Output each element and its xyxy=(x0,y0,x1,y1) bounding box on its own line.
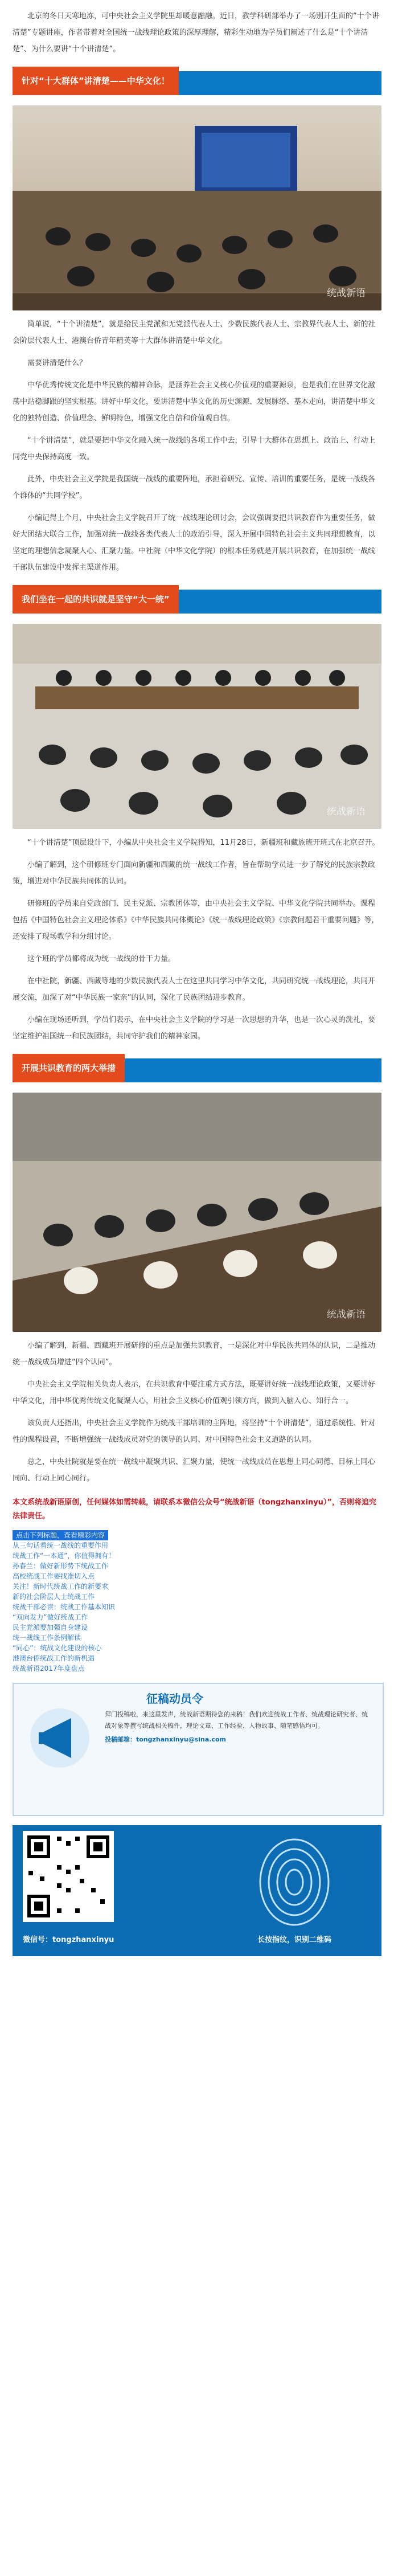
recruit-email[interactable]: 投稿邮箱：tongzhanxinyu@sina.com xyxy=(105,1736,226,1743)
section2-paragraph-5: 在中社院，新疆、西藏等地的少数民族代表人士在这里共同学习中华文化，共同研究统一战线理论，共同开展交流，加深了对“中华民族一家亲”的认同，深化了民族团结进步教育。 xyxy=(13,977,376,1002)
photo-watermark: 统战新语 xyxy=(327,288,366,299)
section-banner-3 xyxy=(13,1054,381,1087)
meeting-photo-1 xyxy=(13,105,381,310)
section1-paragraph-2: 需要讲清楚什么？ xyxy=(27,359,87,367)
related-link[interactable]: 从三句话看统一战线的重要作用 xyxy=(13,1541,109,1549)
photo-watermark: 统战新语 xyxy=(327,1309,366,1320)
section2-paragraph-4: 这个班的学员都将成为统一战线的骨干力量。 xyxy=(27,955,176,963)
section-banner-2 xyxy=(13,585,381,618)
related-links-header[interactable]: 点击下列标题，查看精彩内容 xyxy=(13,1530,108,1540)
related-link[interactable]: 民主党派要加强自身建设 xyxy=(13,1624,88,1632)
section2-paragraph-1: “十个讲清楚”顶层设计下，小编从中央社会主义学院得知，11月28日，新疆班和藏族班开班式在北京召开。 xyxy=(27,839,380,847)
related-link[interactable]: 统战工作“一本通”，你值得拥有！ xyxy=(13,1552,116,1560)
related-link[interactable]: 港澳台侨统战工作的新机遇 xyxy=(13,1654,95,1662)
wechat-id: 微信号：tongzhanxinyu xyxy=(23,1936,114,1944)
section3-paragraph-2: 中央社会主义学院相关负责人表示，在共识教育中要注重方式方法，既要讲好统一战线理论政策，又要讲好中华文化，用中华优秀传统文化凝聚人心，用社会主义核心价值观引领方向，做到入脑入心、知行合一。 xyxy=(13,1380,376,1405)
meeting-photo-1-image xyxy=(13,105,381,310)
section-banner-1 xyxy=(13,67,381,100)
related-links xyxy=(13,1529,381,1674)
article-content xyxy=(13,0,381,1956)
related-link[interactable]: 孙春兰：做好新形势下统战工作 xyxy=(13,1562,109,1570)
section3-paragraph-4: 总之，中央社院就是要在统一战线中凝聚共识、汇聚力量，使统一战线成员在思想上同心同德、目标上同心同向、行动上同心同行。 xyxy=(13,1458,376,1483)
related-link[interactable]: 统战新语2017年度盘点 xyxy=(13,1665,85,1673)
section3-paragraph-3: 该负责人还指出，中央社会主义学院作为统战干部培训的主阵地，将坚持“十个讲清楚”，通过系统性、针对性的课程设置，不断增强统一战线成员对党的领导的认同、对中国特色社会主义道路的认同。 xyxy=(13,1419,376,1444)
section-banner-label: 我们坐在一起的共识就是坚守“大一统” xyxy=(13,585,179,614)
meeting-photo-2 xyxy=(13,624,381,829)
section2-paragraph-2: 小编了解到，这个研修班专门面向新疆和西藏的统一战线工作者，旨在帮助学员进一步了解党的民族宗教政策，增进对中华民族共同体的认同。 xyxy=(13,861,376,886)
copyright-note: 本文系统战新语原创，任何媒体如需转载，请联系本微信公众号“统战新语（tongzhanxinyu）”，否则将追究法律责任。 xyxy=(13,1498,376,1520)
related-link[interactable]: 关注！新时代统战工作的新要求 xyxy=(13,1583,109,1590)
section1-paragraph-1: 简单说，“十个讲清楚”，就是给民主党派和无党派代表人士、少数民族代表人士、宗教界代表人士、新的社会阶层代表人士、港澳台侨青年精英等十大群体讲清楚中华文化。 xyxy=(13,320,376,345)
megaphone-icon xyxy=(28,1707,91,1769)
section3-paragraph-1: 小编了解到，新疆、西藏班开展研修的重点是加强共识教育，一是深化对中华民族共同体的认识，二是推动统一战线成员增进“四个认同”。 xyxy=(13,1342,376,1367)
section2-paragraph-3: 研修班的学员来自党政部门、民主党派、宗教团体等，由中央社会主义学院、中华文化学院共同举办。课程包括《中国特色社会主义理论体系》《中华民族共同体概论》《统一战线理论政策》《宗教问题若干重要问题》等，还安排了现场教学和分组讨论。 xyxy=(13,899,379,941)
qr-code-icon xyxy=(23,1831,114,1922)
fingerprint-icon xyxy=(229,1831,360,1928)
section-banner-label: 开展共识教育的两大举措 xyxy=(13,1054,125,1082)
related-link[interactable]: 统战干部必读：统战工作基本知识 xyxy=(13,1603,116,1611)
recruit-text: 拜门投稿啦，来这里发声，统战新语期待您的来稿！我们欢迎统战工作者、统战理论研究者、统战对象等撰写统战相关稿件，理论文章、工作经验、人物故事、随笔感悟均可。 xyxy=(105,1711,368,1729)
recruit-panel xyxy=(13,1683,384,1816)
related-link[interactable]: 统一战线工作条例解读 xyxy=(13,1634,81,1642)
related-link[interactable]: 高校统战工作要找准切入点 xyxy=(13,1572,95,1580)
related-link[interactable]: “双向发力”做好统战工作 xyxy=(13,1613,88,1621)
photo-watermark: 统战新语 xyxy=(327,806,366,817)
meeting-photo-3 xyxy=(13,1093,381,1332)
section1-paragraph-6: 小编记得上个月，中央社会主义学院召开了统一战线理论研讨会，会议强调要把共识教育作为重要任务，做好大团结大联合工作，加强对统一战线各类代表人士的政治引导，深入开展中国特色社会主义共同理想教育，以坚定的理想信念凝聚人心、汇聚力量。中社院（中华文化学院）的根本任务就是开展共识教育，在加强统一战线干部队伍建设中发挥主渠道作用。 xyxy=(13,514,376,572)
qr-banner xyxy=(13,1825,381,1956)
qr-code[interactable] xyxy=(23,1831,114,1922)
recruit-title: 征稿动员令 xyxy=(146,1692,203,1706)
meeting-photo-2-image xyxy=(13,624,381,829)
related-link[interactable]: 新的社会阶层人士统战工作 xyxy=(13,1593,95,1601)
section1-paragraph-4: “十个讲清楚”，就是要把中华文化融入统一战线的各项工作中去，引导十大群体在思想上、政治上、行动上同党中央保持高度一致。 xyxy=(13,436,376,461)
section1-paragraph-3: 中华优秀传统文化是中华民族的精神命脉，是涵养社会主义核心价值观的重要源泉，也是我们在世界文化激荡中站稳脚跟的坚实根基。讲好中华文化，要讲清楚中华文化的历史渊源、发展脉络、基本走向，讲清楚中华文化的独特创造、价值理念、鲜明特色，增强文化自信和价值观自信。 xyxy=(13,381,376,423)
section-banner-label: 针对“十大群体”讲清楚——中华文化！ xyxy=(13,67,179,95)
scan-hint: 长按指纹，识别二维码 xyxy=(257,1936,332,1944)
section2-paragraph-6: 小编在现场还听到，学员们表示，在中央社会主义学院的学习是一次思想的升华，也是一次心灵的洗礼，要坚定维护祖国统一和民族团结，共同守护我们的精神家园。 xyxy=(13,1016,376,1041)
recruit-body xyxy=(105,1709,372,1745)
section1-paragraph-5: 此外，中央社会主义学院是我国统一战线的重要阵地，承担着研究、宣传、培训的重要任务，是统一战线各个群体的“共同学校”。 xyxy=(13,475,376,500)
related-link[interactable]: “同心”：统战文化建设的核心 xyxy=(13,1644,102,1652)
intro-paragraph: 北京的冬日天寒地冻，可中央社会主义学院里却暖意融融。近日，教学科研部举办了一场别开生面的“十个讲清楚”专题讲座，作者带着对全国统一战线理论政策的深厚理解，精彩生动地为学员们阐述了什么是“十个讲清楚”、为什么要讲“十个讲清楚”。 xyxy=(13,12,379,54)
meeting-photo-3-image xyxy=(13,1093,381,1332)
